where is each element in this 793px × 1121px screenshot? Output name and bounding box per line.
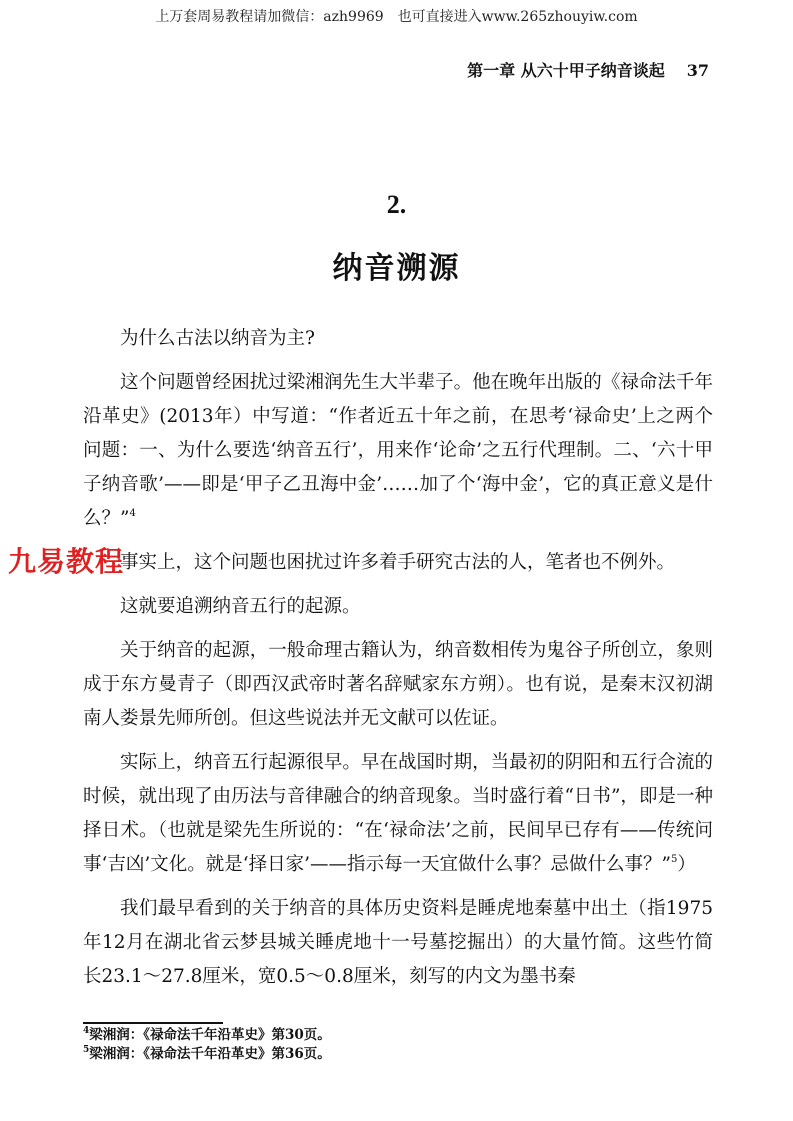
running-head (467, 58, 709, 81)
paragraph-text: 我们最早看到的关于纳音的具体历史资料是睡虎地秦墓中出土（指1975年12月在湖北省云梦县城关睡虎地十一号墓挖掘出）的大量竹简。这些竹简长23.1～27.8厘米，宽0.5～0.8厘米，刻写的内文为墨书秦 (83, 898, 713, 987)
section-number: 2. (386, 190, 407, 219)
paragraph (83, 546, 713, 580)
watermark-stamp: 九易教程 (8, 545, 125, 578)
paragraph-text: 事实上，这个问题也困扰过许多着手研究古法的人，笔者也不例外。 (120, 552, 676, 573)
footnote-ref[interactable]: 5 (670, 854, 678, 865)
body-text (83, 322, 713, 1004)
paragraph (83, 590, 713, 624)
paragraph (83, 892, 713, 994)
page-number: 37 (686, 61, 709, 80)
paragraph-text: 实际上，纳音五行起源很早。早在战国时期，当最初的阴阳和五行合流的时候，就出现了由历法与音律融合的纳音现象。当时盛行着“日书”，即是一种择日术。（也就是梁先生所说的：“在‘禄命法’之前，民间早已存有——传统问事‘吉凶’文化。就是‘择日家’——指示每一天宜做什么事？忌做什么事？” (83, 752, 713, 875)
chapter-title: 第一章 从六十甲子纳音谈起 (467, 61, 665, 80)
watermark-text: 上万套周易教程请加微信：azh9969 也可直接进入www.265zhouyiw.com (155, 9, 638, 25)
paragraph (83, 366, 713, 536)
footnote (83, 1045, 683, 1064)
footnote-number: 5 (83, 1045, 90, 1055)
footnote (83, 1026, 683, 1045)
paragraph (83, 322, 713, 356)
paragraph (83, 746, 713, 882)
paragraph-tail: ） (677, 854, 696, 875)
paragraph-text: 这个问题曾经困扰过梁湘润先生大半辈子。他在晚年出版的《禄命法千年沿革史》(2013年）中写道：“作者近五十年之前，在思考‘禄命史’上之两个问题：一、为什么要选‘纳音五行’，用来作‘论命’之五行代理制。二、‘六十甲子纳音歌’——即是‘甲子乙丑海中金’……加了个‘海中金’，它的真正意义是什么？” (83, 372, 713, 529)
footnote-ref[interactable]: 4 (129, 508, 136, 519)
section-title: 纳音溯源 (332, 251, 461, 286)
paragraph-text: 关于纳音的起源，一般命理古籍认为，纳音数相传为鬼谷子所创立，象则成于东方曼青子（即西汉武帝时著名辞赋家东方朔）。也有说，是秦末汉初湖南人娄景先师所创。但这些说法并无文献可以佐证。 (83, 640, 713, 729)
footnote-text: 梁湘润：《禄命法千年沿革史》第36页。 (89, 1046, 331, 1062)
footnote-text: 梁湘润：《禄命法千年沿革史》第30页。 (89, 1027, 331, 1043)
footnotes (83, 1026, 683, 1064)
paragraph-text: 这就要追溯纳音五行的起源。 (120, 596, 361, 617)
paragraph (83, 634, 713, 736)
paragraph-text: 为什么古法以纳音为主? (120, 328, 315, 349)
footnote-divider (83, 1022, 223, 1024)
footnote-number: 4 (83, 1026, 90, 1036)
